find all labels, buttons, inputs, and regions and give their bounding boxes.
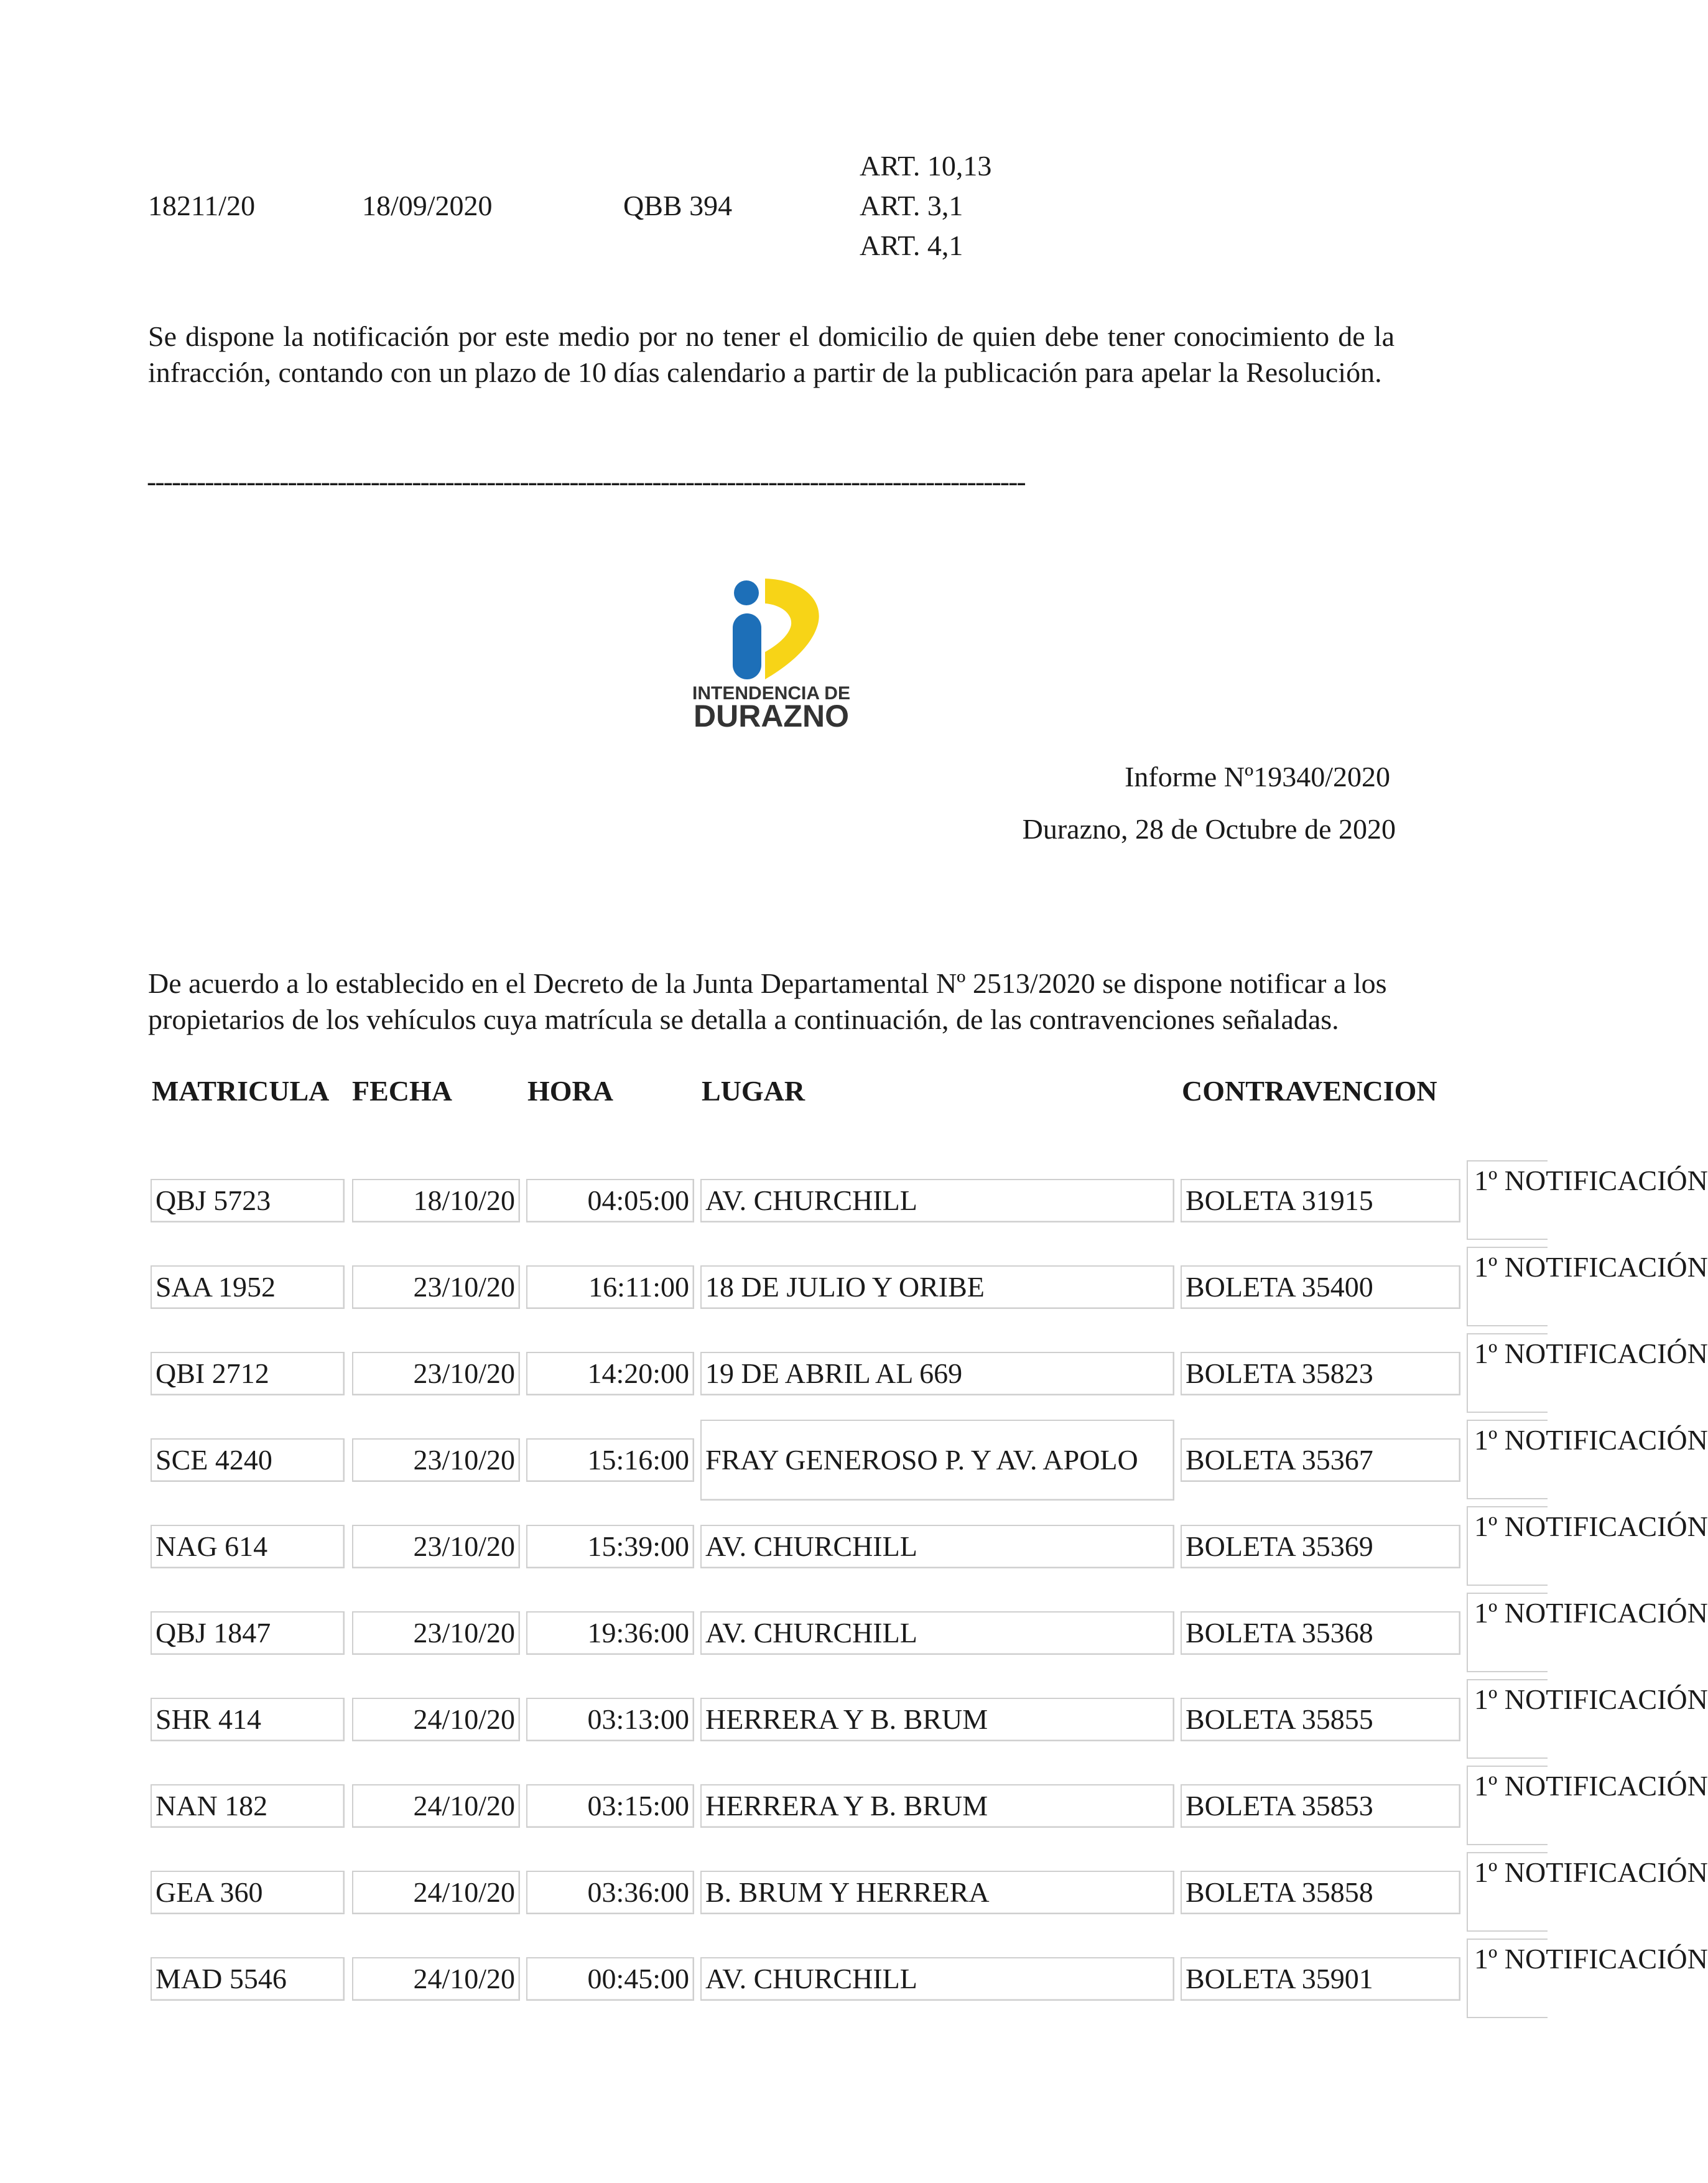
header-plate: MATRICULA — [152, 1075, 330, 1107]
cell-plate: SCE 4240 — [151, 1438, 345, 1482]
cell-notice: 1º NOTIFICACIÓN — [1467, 1852, 1548, 1932]
cell-violation: BOLETA 35368 — [1181, 1611, 1460, 1655]
cell-place: AV. CHURCHILL — [700, 1179, 1174, 1222]
notice-paragraph: Se dispone la notificación por este medio por no tener el domicilio de quien debe tener conocimiento de la infracción, contando con un plazo de 10 días calendario a partir de la publicación para apelar la Resolución. — [148, 320, 1395, 388]
header-date: FECHA — [352, 1075, 452, 1107]
cell-plate: QBJ 1847 — [151, 1611, 345, 1655]
cell-notice: 1º NOTIFICACIÓN — [1467, 1506, 1548, 1586]
cell-plate: SAA 1952 — [151, 1265, 345, 1309]
cell-plate: NAN 182 — [151, 1784, 345, 1828]
cell-time: 00:45:00 — [526, 1957, 694, 2001]
cell-time: 15:39:00 — [526, 1525, 694, 1568]
header-time: HORA — [527, 1075, 613, 1107]
cell-date: 24/10/20 — [352, 1957, 520, 2001]
cell-violation: BOLETA 35369 — [1181, 1525, 1460, 1568]
cell-date: 23/10/20 — [352, 1438, 520, 1482]
cell-time: 15:16:00 — [526, 1438, 694, 1482]
cell-place: FRAY GENEROSO P. Y AV. APOLO — [700, 1420, 1174, 1501]
cell-time: 19:36:00 — [526, 1611, 694, 1655]
intendencia-emblem-icon — [678, 572, 865, 733]
cell-time: 04:05:00 — [526, 1179, 694, 1222]
cell-plate: SHR 414 — [151, 1698, 345, 1741]
previous-entry-number: 18211/20 — [148, 190, 256, 221]
report-place-date: Durazno, 28 de Octubre de 2020 — [1022, 813, 1396, 845]
cell-notice: 1º NOTIFICACIÓN — [1467, 1939, 1548, 2018]
cell-date: 24/10/20 — [352, 1871, 520, 1914]
cell-time: 14:20:00 — [526, 1352, 694, 1395]
cell-place: 19 DE ABRIL AL 669 — [700, 1352, 1174, 1395]
header-place: LUGAR — [702, 1075, 805, 1107]
cell-violation: BOLETA 35367 — [1181, 1438, 1460, 1482]
cell-notice: 1º NOTIFICACIÓN — [1467, 1160, 1548, 1240]
logo-line2: DURAZNO — [694, 699, 849, 733]
previous-entry-article: ART. 3,1 — [860, 190, 963, 221]
previous-entry-article: ART. 10,13 — [860, 150, 992, 182]
cell-notice: 1º NOTIFICACIÓN — [1467, 1247, 1548, 1326]
cell-date: 23/10/20 — [352, 1525, 520, 1568]
cell-plate: QBI 2712 — [151, 1352, 345, 1395]
cell-violation: BOLETA 35855 — [1181, 1698, 1460, 1741]
separator-line: ---------------------------------------------------------------------------------------------------------- — [147, 465, 1025, 497]
cell-date: 24/10/20 — [352, 1698, 520, 1741]
cell-violation: BOLETA 31915 — [1181, 1179, 1460, 1222]
previous-entry-article: ART. 4,1 — [860, 230, 963, 261]
logo-line1: INTENDENCIA DE — [692, 683, 850, 704]
header-violation: CONTRAVENCION — [1182, 1075, 1437, 1107]
report-number: Informe Nº19340/2020 — [1125, 761, 1390, 793]
cell-place: B. BRUM Y HERRERA — [700, 1871, 1174, 1914]
cell-time: 03:13:00 — [526, 1698, 694, 1741]
cell-violation: BOLETA 35901 — [1181, 1957, 1460, 2001]
cell-notice: 1º NOTIFICACIÓN — [1467, 1766, 1548, 1845]
cell-date: 18/10/20 — [352, 1179, 520, 1222]
cell-notice: 1º NOTIFICACIÓN — [1467, 1679, 1548, 1759]
cell-time: 16:11:00 — [526, 1265, 694, 1309]
cell-violation: BOLETA 35823 — [1181, 1352, 1460, 1395]
cell-place: AV. CHURCHILL — [700, 1525, 1174, 1568]
cell-time: 03:15:00 — [526, 1784, 694, 1828]
cell-notice: 1º NOTIFICACIÓN — [1467, 1333, 1548, 1413]
cell-date: 23/10/20 — [352, 1611, 520, 1655]
cell-plate: GEA 360 — [151, 1871, 345, 1914]
intendencia-logo — [678, 572, 865, 733]
cell-date: 23/10/20 — [352, 1265, 520, 1309]
cell-place: HERRERA Y B. BRUM — [700, 1784, 1174, 1828]
previous-entry-plate: QBB 394 — [623, 190, 733, 221]
cell-notice: 1º NOTIFICACIÓN — [1467, 1420, 1548, 1499]
cell-place: HERRERA Y B. BRUM — [700, 1698, 1174, 1741]
intro-paragraph: De acuerdo a lo establecido en el Decreto de la Junta Departamental Nº 2513/2020 se dispone notificar a los propietarios de los vehículos cuya matrícula se detalla a continuación, de las contravenciones señaladas. — [148, 967, 1387, 1035]
cell-date: 23/10/20 — [352, 1352, 520, 1395]
cell-plate: QBJ 5723 — [151, 1179, 345, 1222]
cell-plate: NAG 614 — [151, 1525, 345, 1568]
cell-place: AV. CHURCHILL — [700, 1611, 1174, 1655]
cell-time: 03:36:00 — [526, 1871, 694, 1914]
cell-notice: 1º NOTIFICACIÓN — [1467, 1593, 1548, 1672]
cell-place: 18 DE JULIO Y ORIBE — [700, 1265, 1174, 1309]
cell-violation: BOLETA 35853 — [1181, 1784, 1460, 1828]
previous-entry-date: 18/09/2020 — [362, 190, 493, 221]
cell-plate: MAD 5546 — [151, 1957, 345, 2001]
cell-date: 24/10/20 — [352, 1784, 520, 1828]
cell-violation: BOLETA 35858 — [1181, 1871, 1460, 1914]
cell-place: AV. CHURCHILL — [700, 1957, 1174, 2001]
cell-violation: BOLETA 35400 — [1181, 1265, 1460, 1309]
